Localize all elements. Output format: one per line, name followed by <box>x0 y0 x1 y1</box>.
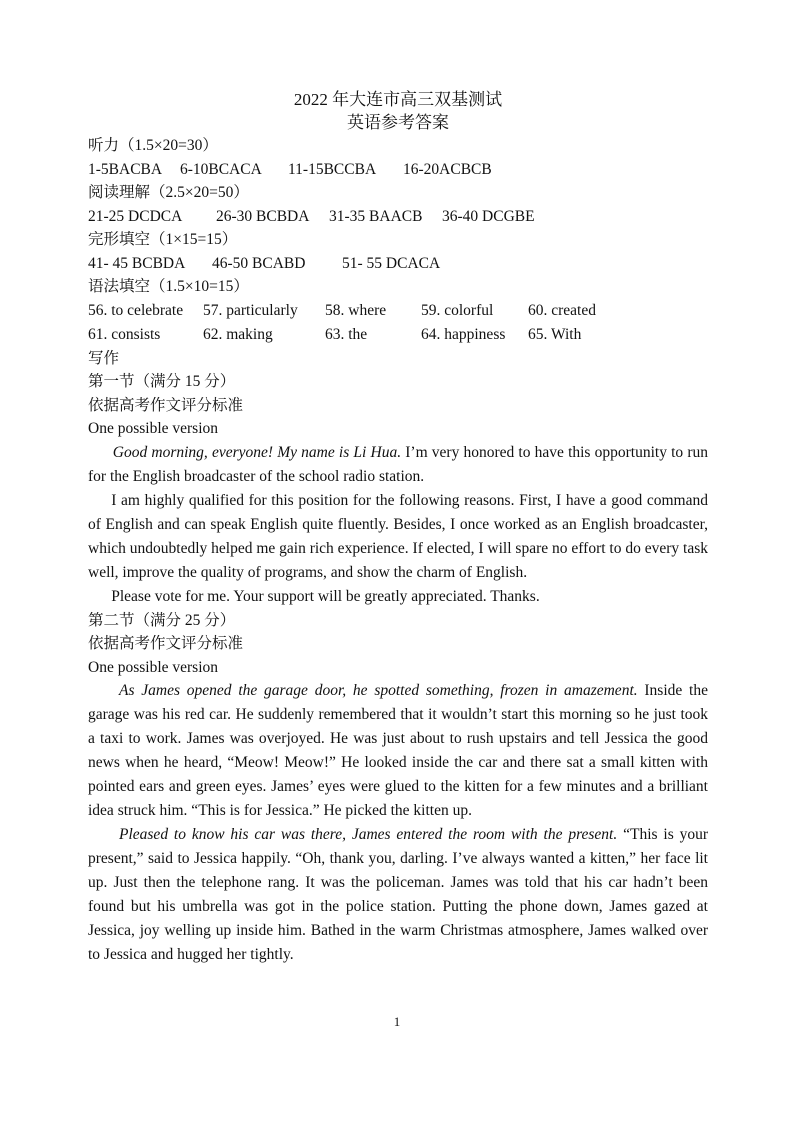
essay1-paragraph-2: I am highly qualified for this position for the following reasons. First, I have a good command of English and can speak English quite fluently. Besides, I once worked as an English broadcaster, which undoubtedly helped me gain rich experience. If elected, I will spare no effort to do every task well, improve the quality of programs, and show the charm of English. <box>88 491 708 581</box>
page-number: 1 <box>393 1014 401 1029</box>
essay1-opening: Good morning, everyone! My name is Li Hua. <box>112 443 402 461</box>
grammar-answer: 65. With <box>528 325 582 343</box>
grammar-answer: 60. created <box>528 301 596 319</box>
answer-group: 11-15BCCBA <box>288 160 377 178</box>
answer-group: 51- 55 DCACA <box>342 254 441 272</box>
grammar-answer: 56. to celebrate <box>88 301 184 319</box>
listening-answers <box>88 158 708 182</box>
answer-group: 31-35 BAACB <box>329 207 423 225</box>
essay2-paragraph-1 <box>88 679 708 823</box>
answer-group: 1-5BACBA <box>88 160 163 178</box>
cloze-heading: 完形填空（1×15=15） <box>88 231 238 248</box>
listening-heading: 听力（1.5×20=30） <box>88 137 218 154</box>
grammar-answer: 63. the <box>325 325 368 343</box>
answer-group: 46-50 BCABD <box>212 254 306 272</box>
essay2-paragraph-1-text: Inside the garage was his red car. He suddenly remembered that it wouldn’t start this morning so he just took a taxi to work. James was overjoyed. He was just about to rush upstairs and tell Jessica the good news when he heard, “Meow! Meow!” He looked inside the car and there sat a small kitten with pointed ears and green eyes. James’ eyes were glued to the kitten for a few minutes and a brilliant idea struck him. “This is for Jessica.” He picked the kitten up. <box>88 682 708 819</box>
grammar-answer: 64. happiness <box>421 325 506 343</box>
reading-heading: 阅读理解（2.5×20=50） <box>88 184 249 201</box>
writing-heading: 写作 <box>88 349 120 367</box>
essay2-opening-2: Pleased to know his car was there, James entered the room with the present. <box>119 826 618 843</box>
page-title: 2022 年大连市高三双基测试 <box>293 90 503 109</box>
grammar-answers-row-1 <box>88 299 708 323</box>
section1-heading: 第一节（满分 15 分） <box>88 373 236 390</box>
essay1-paragraph-1 <box>88 441 708 489</box>
answer-group: 21-25 DCDCA <box>88 207 183 225</box>
essay1-paragraph-1-text: I’m very honored to have this opportunity to run for the English broadcaster of the school radio station. <box>88 443 708 485</box>
section1-criteria: 依据高考作文评分标准 <box>88 396 244 414</box>
cloze-answers <box>88 252 708 276</box>
section2-version: One possible version <box>88 658 219 676</box>
grammar-answer: 58. where <box>325 301 387 319</box>
answer-group: 26-30 BCBDA <box>216 207 310 225</box>
grammar-answer: 59. colorful <box>421 301 494 319</box>
grammar-answer: 57. particularly <box>203 301 298 319</box>
grammar-answers-row-2 <box>88 323 708 347</box>
grammar-answer: 61. consists <box>88 325 161 343</box>
section1-version: One possible version <box>88 420 219 437</box>
essay2-opening: As James opened the garage door, he spotted something, frozen in amazement. <box>119 682 638 699</box>
answer-group: 6-10BCACA <box>180 160 262 178</box>
grammar-answer: 62. making <box>203 325 273 343</box>
page-subtitle: 英语参考答案 <box>347 113 449 132</box>
answer-group: 36-40 DCGBE <box>442 207 535 225</box>
grammar-heading: 语法填空（1.5×10=15） <box>88 278 249 295</box>
essay2-paragraph-2 <box>88 823 708 967</box>
essay1-paragraph-3: Please vote for me. Your support will be greatly appreciated. Thanks. <box>111 587 540 605</box>
section2-criteria: 依据高考作文评分标准 <box>88 635 244 652</box>
answer-sheet <box>88 88 708 967</box>
answer-group: 41- 45 BCBDA <box>88 254 186 272</box>
reading-answers <box>88 205 708 229</box>
answer-group: 16-20ACBCB <box>403 160 492 178</box>
section2-heading: 第二节（满分 25 分） <box>88 611 236 629</box>
essay2-paragraph-2-text: “This is your present,” said to Jessica happily. “Oh, thank you, darling. I’ve always wanted a kitten,” her face lit up. Just then the telephone rang. It was the policeman. James was told that his car hadn’t been found but his umbrella was got in the police station. Putting the phone down, James gazed at Jessica, joy welling up inside him. Bathed in the warm Christmas atmosphere, James walked over to Jessica and hugged her tightly. <box>88 826 708 963</box>
